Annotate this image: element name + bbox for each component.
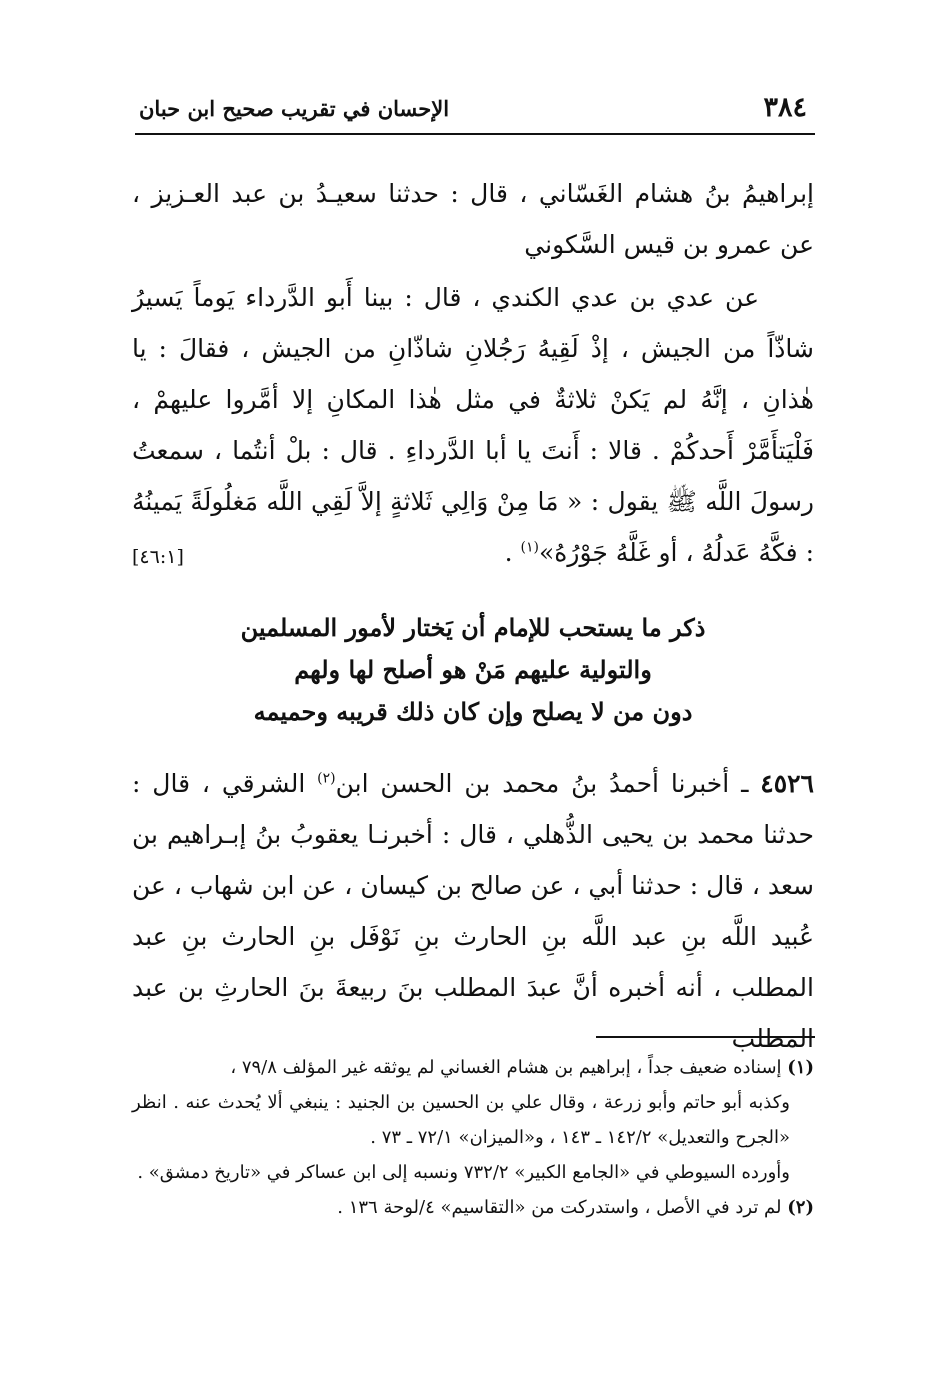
footnote-rule (596, 1036, 815, 1038)
running-title: الإحسان في تقريب صحيح ابن حبان (139, 96, 450, 121)
hadith-number: ٤٥٢٦ (760, 769, 814, 798)
hadith-text-b: الشرقي ، قال : حدثنا محمد بن يحيى الذُّهلي ، قال : أخبرنـا يعقوبُ بنُ إبـراهيم بن سعد ، قال : حدثنا أبي ، عن صالح بن كيسان ، عن ابن شهاب ، عن عُبيد اللَّه بنِ عبد اللَّه بنِ الحارث بنِ نَوْفَل بنِ الحارث بنِ عبد المطلب ، أنه أخبره أنَّ عبدَ المطلب بنَ ربيعةَ بنَ الحارثِ بن عبد المطلب (132, 769, 814, 1053)
hadith-matn (132, 272, 814, 583)
isnad-continuation (132, 168, 814, 270)
page-header (135, 92, 815, 132)
paragraph-text: إبراهيمُ بنُ هشام الغَسّاني ، قال : حدثنا سعيـدُ بن عبد العـزيز ، عن عمرو بن قيس السَّكوني (132, 179, 814, 259)
sentence-end: . (504, 538, 521, 567)
footnote-1 (132, 1050, 814, 1085)
heading-line: ذكر ما يستحب للإمام أن يَختار لأمور المسلمين (240, 613, 706, 642)
header-rule (135, 133, 815, 135)
footnote-2 (132, 1190, 814, 1225)
hadith-4526 (132, 758, 814, 1064)
footnote-1-continued: وأورده السيوطي في «الجامع الكبير» ٧٣٢/٢ ونسبه إلى ابن عساكر في «تاريخ دمشق» . (137, 1162, 790, 1183)
footnote-1-continued: وكذبه أبو حاتم وأبو زرعة ، وقال علي بن الحسين بن الجنيد : ينبغي ألا يُحدث عنه . انظر «الجرح والتعديل» ١٤٢/٢ ـ ١٤٣ ، و«الميزان» ٧٢/١ ـ ٧٣ . (132, 1092, 790, 1148)
paragraph-text: عن عدي بن عدي الكندي ، قال : بينا أَبو الدَّرداء يَوماً يَسيرُ شاذّاً من الجيش ، إذْ لَقِيهُ رَجُلانِ شاذّانِ من الجيش ، فقالَ : يا هٰذانِ ، إنَّهُ لم يَكنْ ثلاثةٌ في مثل هٰذا المكانِ إلا أمَّروا عليهمْ ، فَلْيَتأَمَّرْ أَحدكُمْ . قالا : أَنتَ يا أبا الدَّرداءِ . قال : بلْ أنتُما ، سمعتُ رسولَ اللَّه ﷺ يقول : « مَا مِنْ وَالِي ثَلاثةٍ إلاَّ لَقِي اللَّه مَغلُولَةً يَمينُهُ : فكَّهُ عَدلُهُ ، أو غَلَّهُ جَوْرُهُ» (132, 283, 814, 567)
footnote-text: لم ترد في الأصل ، واستدركت من «التقاسيم» ٤/لوحة ١٣٦ . (337, 1197, 782, 1218)
hadith-text-a: ـ أخبرنا أحمدُ بنُ محمد بن الحسن ابن (335, 769, 761, 798)
chapter-heading (132, 607, 814, 733)
paragraph-body (132, 272, 814, 578)
footnote-text: إسناده ضعيف جداً ، إبراهيم بن هشام الغساني لم يوثقه غير المؤلف ٧٩/٨ ، (230, 1057, 782, 1078)
source-reference: [٤٦:١] (132, 546, 184, 568)
footnote-label: (١) (787, 1057, 814, 1078)
footnote-marker: (١) (520, 539, 539, 556)
footnotes (132, 1050, 814, 1225)
page-number: ٣٨٤ (763, 92, 807, 123)
hadith-body (132, 758, 814, 1064)
footnote-label: (٢) (787, 1197, 814, 1218)
heading-line: والتولية عليهم مَنْ هو أصلح لها ولهم (294, 655, 652, 684)
footnote-marker: (٢) (317, 770, 336, 787)
heading-line: دون من لا يصلح وإن كان ذلك قريبه وحميمه (253, 697, 693, 726)
